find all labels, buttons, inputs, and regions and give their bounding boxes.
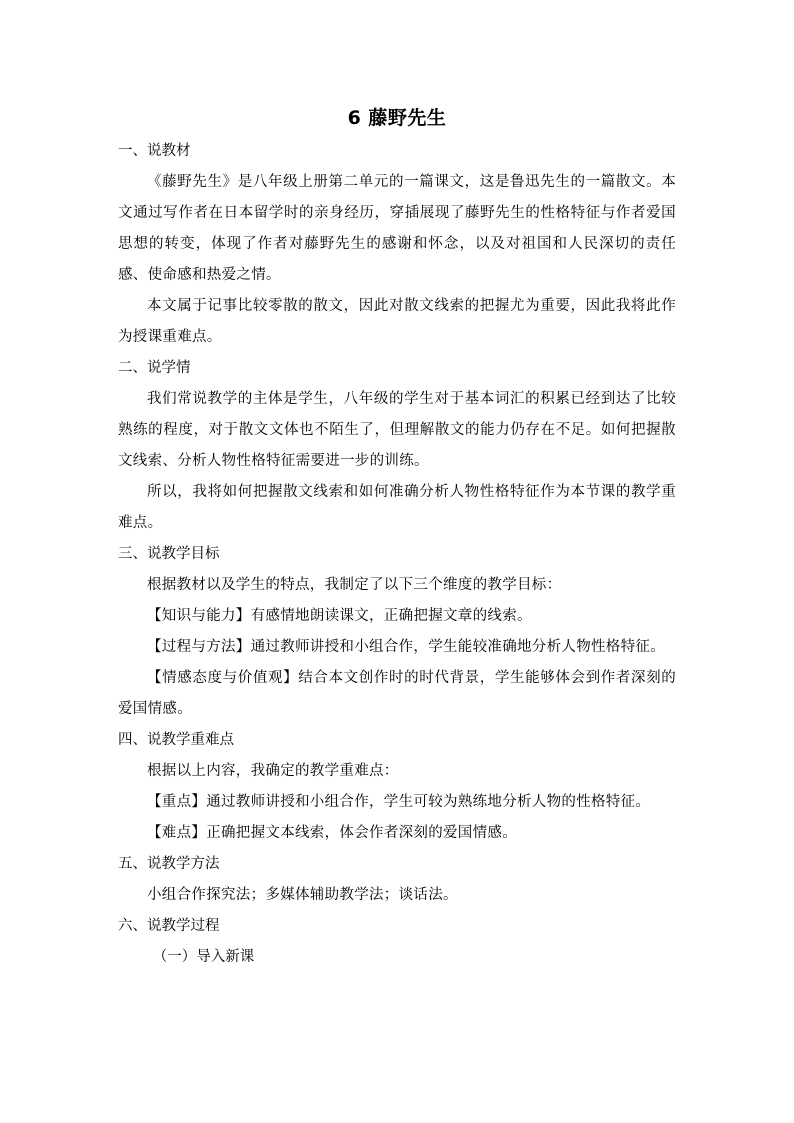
paragraph: 小组合作探究法；多媒体辅助教学法；谈话法。 [147,887,458,903]
section-heading-teaching-goals: 三、说教学目标 [118,546,220,562]
document-title: 6 藤野先生 [347,107,447,129]
paragraph: 【难点】正确把握文本线索，体会作者深刻的爱国情感。 [147,825,517,841]
paragraph: 本文属于记事比较零散的散文，因此对散文线索的把握尤为重要，因此我将此作为授课重难点。 [118,298,676,345]
paragraph: 根据教材以及学生的特点，我制定了以下三个维度的教学目标： [147,577,562,593]
paragraph: 所以，我将如何把握散文线索和如何准确分析人物性格特征作为本节课的教学重难点。 [118,484,676,531]
paragraph: 【情感态度与价值观】结合本文创作时的时代背景，学生能够体会到作者深刻的爱国情感。 [118,670,676,717]
paragraph: 根据以上内容，我确定的教学重难点： [147,763,399,779]
paragraph: 【过程与方法】通过教师讲授和小组合作，学生能较准确地分析人物性格特征。 [147,639,665,655]
section-heading-key-points: 四、说教学重难点 [118,732,234,748]
paragraph: 【知识与能力】有感情地朗读课文，正确把握文章的线索。 [147,608,532,624]
section-heading-teaching-methods: 五、说教学方法 [118,856,220,872]
subsection-heading-introduction: （一）导入新课 [152,949,255,965]
section-heading-teaching-process: 六、说教学过程 [118,918,220,934]
paragraph: 【重点】通过教师讲授和小组合作，学生可较为熟练地分析人物的性格特征。 [147,794,651,810]
section-heading-student-situation: 二、说学情 [118,360,191,376]
paragraph: 《藤野先生》是八年级上册第二单元的一篇课文，这是鲁迅先生的一篇散文。本文通过写作者在日本留学时的亲身经历，穿插展现了藤野先生的性格特征与作者爱国思想的转变，体现了作者对藤野先生的感谢和怀念，以及对祖国和人民深切的责任感、使命感和热爱之情。 [118,174,676,283]
section-heading-teaching-material: 一、说教材 [118,143,191,159]
paragraph: 我们常说教学的主体是学生，八年级的学生对于基本词汇的积累已经到达了比较熟练的程度，对于散文文体也不陌生了，但理解散文的能力仍存在不足。如何把握散文线索、分析人物性格特征需要进一步的训练。 [118,391,676,469]
document-page [118,104,676,973]
